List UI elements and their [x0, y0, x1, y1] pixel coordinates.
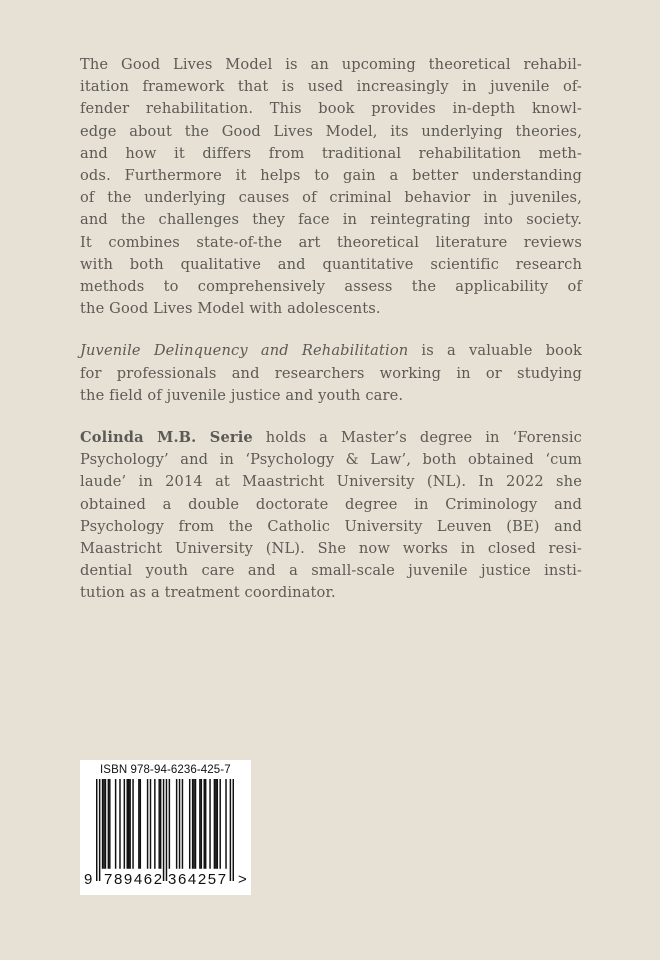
barcode-bar	[128, 779, 129, 869]
barcode-bar	[147, 779, 148, 869]
text-line: It combines state-of-the art theoretical literature reviews	[80, 233, 582, 251]
text-line: dential youth care and a small-scale juvenile justice insti-	[80, 562, 582, 580]
barcode-bar	[179, 779, 180, 869]
text-line: Psychology’ and in ‘Psychology & Law’, both obtained ‘cum	[80, 451, 582, 469]
text-line: and the challenges they face in reintegrating into society.	[80, 211, 582, 229]
barcode-bar	[209, 779, 210, 869]
barcode-bar	[193, 779, 194, 869]
barcode-bar	[105, 779, 106, 869]
barcode-bar	[154, 779, 155, 869]
barcode-bar	[102, 779, 103, 869]
barcode-digits	[80, 871, 251, 891]
author-name: Colinda M.B. Serie	[80, 429, 253, 447]
barcode-bars	[96, 779, 234, 881]
barcode-bar	[140, 779, 141, 869]
barcode-bar	[99, 779, 100, 881]
barcode-quiet-mark: >	[238, 871, 247, 888]
barcode-bar	[199, 779, 200, 869]
barcode-bar	[119, 779, 120, 869]
text-line	[80, 340, 582, 362]
text-line: of the underlying causes of criminal behavior in juveniles,	[80, 189, 582, 207]
barcode-bar	[176, 779, 177, 869]
barcode-bar	[217, 779, 218, 869]
text-line: ods. Furthermore it helps to gain a better understanding	[80, 167, 582, 185]
text-line: edge about the Good Lives Model, its underlying theories,	[80, 122, 582, 140]
barcode-bar	[160, 779, 161, 869]
isbn-label: ISBN 978-94-6236-425-7	[100, 764, 231, 776]
text-line: The Good Lives Model is an upcoming theoretical rehabil-	[80, 56, 582, 73]
author-bio-paragraph	[80, 427, 582, 605]
back-cover-text	[80, 54, 582, 625]
barcode-bar	[215, 779, 216, 869]
text-fragment: is a valuable book	[408, 342, 582, 360]
barcode-bar	[96, 779, 97, 881]
text-line: the field of juvenile justice and youth care.	[80, 386, 404, 404]
barcode-bar	[233, 779, 234, 881]
barcode-digit-first: 9	[84, 871, 93, 888]
text-line: the Good Lives Model with adolescents.	[80, 300, 381, 318]
audience-paragraph	[80, 340, 582, 407]
description-paragraph	[80, 54, 582, 320]
barcode-digits-right: 364257	[168, 871, 228, 888]
barcode-bar	[138, 779, 139, 869]
barcode-bar	[103, 779, 104, 869]
barcode-bar	[127, 779, 128, 869]
text-line: itation framework that is used increasingly in juvenile of-	[80, 78, 582, 96]
barcode-bar	[203, 779, 204, 869]
text-line: Psychology from the Catholic University Leuven (BE) and	[80, 517, 582, 535]
barcode-bar	[150, 779, 151, 869]
barcode-bar	[230, 779, 231, 881]
text-line	[80, 427, 582, 449]
book-title: Juvenile Delinquency and Rehabilitation	[80, 342, 409, 360]
barcode-bar	[219, 779, 220, 869]
text-line: tution as a treatment coordinator.	[80, 584, 336, 602]
barcode-bar	[108, 779, 109, 869]
barcode-digits-left: 789462	[104, 871, 164, 888]
text-line: obtained a double doctorate degree in Criminology and	[80, 495, 582, 513]
barcode-bar	[225, 779, 226, 869]
text-line: for professionals and researchers working in or studying	[80, 364, 582, 382]
barcode-bar	[109, 779, 110, 869]
text-line: with both qualitative and quantitative scientific research	[80, 255, 582, 273]
barcode-bar	[158, 779, 159, 869]
text-line: Maastricht University (NL). She now works in closed resi-	[80, 540, 582, 558]
barcode-bar	[189, 779, 190, 869]
barcode-bar	[182, 779, 183, 869]
barcode-bar	[195, 779, 196, 869]
barcode-bar	[129, 779, 130, 869]
barcode-bar	[132, 779, 133, 869]
barcode-bar	[115, 779, 116, 869]
text-line: methods to comprehensively assess the applicability of	[80, 278, 582, 296]
barcode-bar	[169, 779, 170, 869]
barcode-bar	[214, 779, 215, 869]
barcode-bar	[205, 779, 206, 869]
barcode-bar	[192, 779, 193, 869]
barcode-bar	[163, 779, 164, 881]
text-line: laude’ in 2014 at Maastricht University (NL). In 2022 she	[80, 473, 582, 491]
barcode-bar	[201, 779, 202, 869]
text-line: and how it differs from traditional rehabilitation meth-	[80, 144, 582, 162]
text-fragment: holds a Master’s degree in ‘Forensic	[252, 429, 582, 447]
text-line: fender rehabilitation. This book provides in-depth knowl-	[80, 100, 582, 118]
barcode-bar	[166, 779, 167, 881]
barcode-bar	[124, 779, 125, 869]
isbn-barcode	[80, 760, 251, 895]
